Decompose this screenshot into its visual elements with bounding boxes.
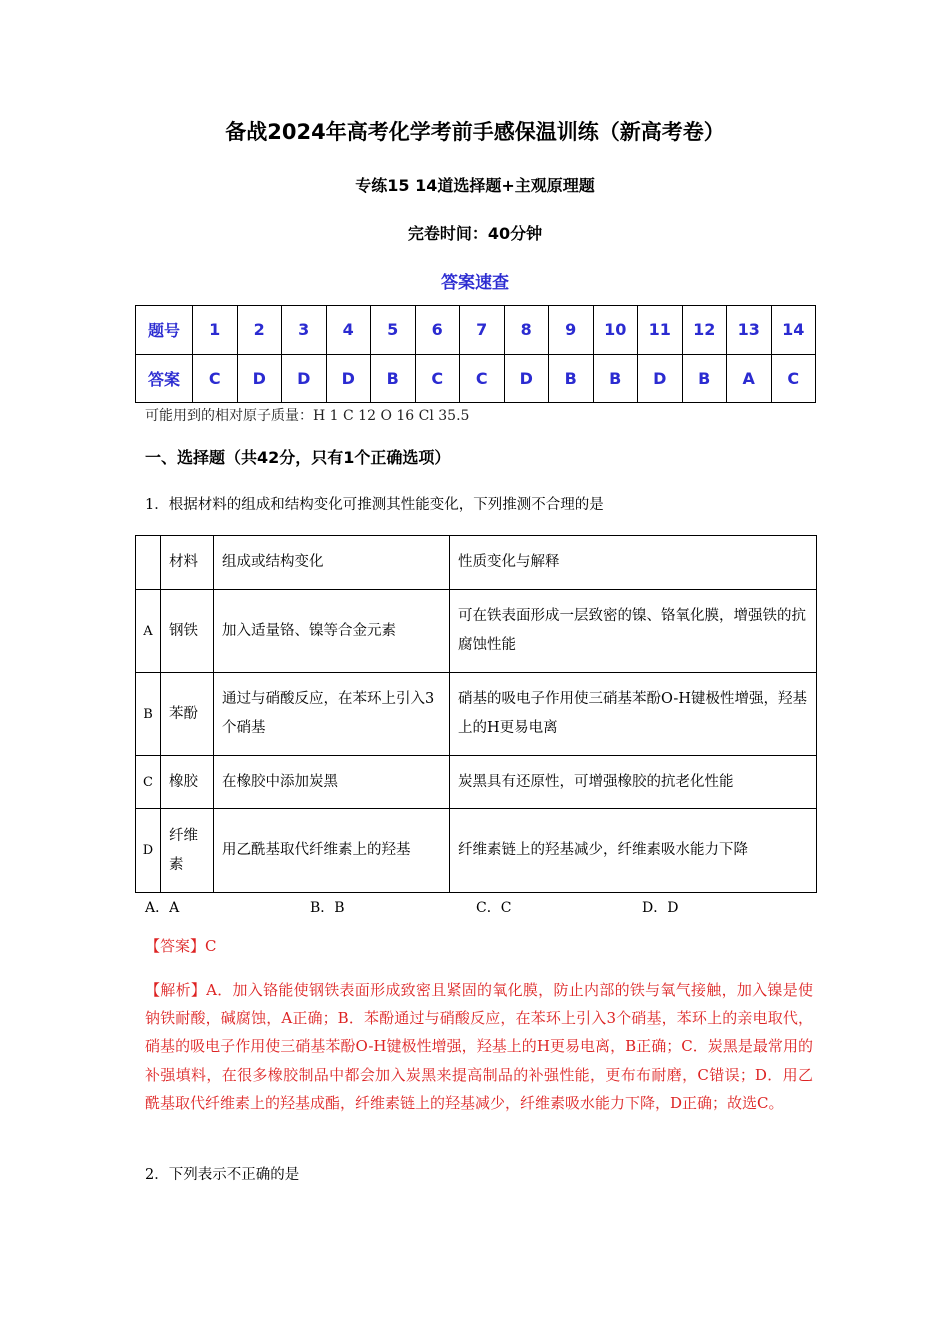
time-limit: 完卷时间：40分钟 — [407, 224, 543, 243]
answer-key-number: 8 — [504, 306, 549, 355]
table-row — [136, 590, 817, 673]
question-2-stem: 2．下列表示不正确的是 — [145, 1167, 300, 1183]
answer-key-answer: D — [326, 354, 371, 403]
question-1-analysis: 【解析】A．加入铬能使钢铁表面形成致密且紧固的氧化膜，防止内部的铁与氧气接触，加入镍是使钠铁耐酸，碱腐蚀，A正确；B．苯酚通过与硝酸反应，在苯环上引入3个硝基，苯环上的亲电取代，硝基的吸电子作用使三硝基苯酚O-H键极性增强，羟基上的H更易电离，B正确；C．炭黑是最常用的补强填料，在很多橡胶制品中都会加入炭黑来提高制品的补强性能，更布布耐磨，C错误；D．用乙酰基取代纤维素上的羟基成酯，纤维素链上的羟基减少，纤维素吸水能力下降，D正确；故选C。 — [145, 981, 813, 1112]
answer-key-answer: A — [727, 354, 772, 403]
question-1-options — [145, 897, 825, 917]
answer-key-number: 14 — [771, 306, 816, 355]
answer-key-number: 1 — [193, 306, 238, 355]
row-material: 橡胶 — [161, 756, 214, 809]
answer-key-answer: D — [638, 354, 683, 403]
answer-key-number: 5 — [371, 306, 416, 355]
answer-key-number: 9 — [549, 306, 594, 355]
answer-key-row-label: 答案 — [136, 354, 193, 403]
row-material: 苯酚 — [161, 673, 214, 756]
row-material: 钢铁 — [161, 590, 214, 673]
option-d[interactable]: D．D — [642, 900, 679, 916]
table-row — [136, 756, 817, 809]
page-title: 备战2024年高考化学考前手感保温训练（新高考卷） — [225, 120, 725, 144]
answer-key-answer: C — [460, 354, 505, 403]
header-cell: 材料 — [161, 536, 214, 590]
answer-key-answer: D — [504, 354, 549, 403]
answer-key-answer: D — [282, 354, 327, 403]
question-1-answer: 【答案】C — [145, 937, 217, 955]
row-letter: C — [136, 756, 161, 809]
answer-key-number: 3 — [282, 306, 327, 355]
answer-key-answer-row — [136, 354, 816, 403]
table-row — [136, 809, 817, 893]
answer-key-answer: C — [415, 354, 460, 403]
row-change: 用乙酰基取代纤维素上的羟基 — [214, 809, 450, 893]
answer-key-answer: B — [371, 354, 416, 403]
row-change: 在橡胶中添加炭黑 — [214, 756, 450, 809]
answer-key-number: 4 — [326, 306, 371, 355]
answer-key-answer: C — [193, 354, 238, 403]
answer-key-row-label: 题号 — [136, 306, 193, 355]
atomic-masses: 可能用到的相对原子质量：H 1 C 12 O 16 Cl 35.5 — [145, 408, 470, 424]
answer-key-answer: B — [682, 354, 727, 403]
answer-key-number: 7 — [460, 306, 505, 355]
answer-key-number: 12 — [682, 306, 727, 355]
question-1-table — [135, 535, 817, 893]
row-property: 可在铁表面形成一层致密的镍、铬氧化膜，增强铁的抗腐蚀性能 — [450, 590, 817, 673]
answer-key-number: 13 — [727, 306, 772, 355]
question-1-stem: 1．根据材料的组成和结构变化可推测其性能变化，下列推测不合理的是 — [145, 497, 604, 513]
row-property: 炭黑具有还原性，可增强橡胶的抗老化性能 — [450, 756, 817, 809]
header-cell — [136, 536, 161, 590]
answer-key-answer: C — [771, 354, 816, 403]
page-subtitle: 专练15 14道选择题+主观原理题 — [355, 176, 595, 195]
row-letter: A — [136, 590, 161, 673]
row-property: 纤维素链上的羟基减少，纤维素吸水能力下降 — [450, 809, 817, 893]
section-title: 一、选择题（共42分，只有1个正确选项） — [145, 448, 451, 467]
answer-key-number: 6 — [415, 306, 460, 355]
header-cell: 性质变化与解释 — [450, 536, 817, 590]
option-c[interactable]: C．C — [476, 900, 512, 916]
row-material: 纤维素 — [161, 809, 214, 893]
table-row — [136, 673, 817, 756]
header-cell: 组成或结构变化 — [214, 536, 450, 590]
option-b[interactable]: B．B — [310, 900, 345, 916]
row-property: 硝基的吸电子作用使三硝基苯酚O-H键极性增强，羟基上的H更易电离 — [450, 673, 817, 756]
row-letter: B — [136, 673, 161, 756]
answer-key-answer: B — [593, 354, 638, 403]
answer-heading: 答案速查 — [441, 273, 509, 293]
answer-key-table — [135, 305, 816, 403]
question-1-table-header — [136, 536, 817, 590]
answer-key-number: 2 — [237, 306, 282, 355]
row-change: 通过与硝酸反应，在苯环上引入3个硝基 — [214, 673, 450, 756]
row-letter: D — [136, 809, 161, 893]
row-change: 加入适量铬、镍等合金元素 — [214, 590, 450, 673]
answer-key-answer: D — [237, 354, 282, 403]
answer-key-answer: B — [549, 354, 594, 403]
answer-key-number: 11 — [638, 306, 683, 355]
answer-key-number: 10 — [593, 306, 638, 355]
answer-key-number-row — [136, 306, 816, 355]
option-a[interactable]: A．A — [145, 900, 180, 916]
